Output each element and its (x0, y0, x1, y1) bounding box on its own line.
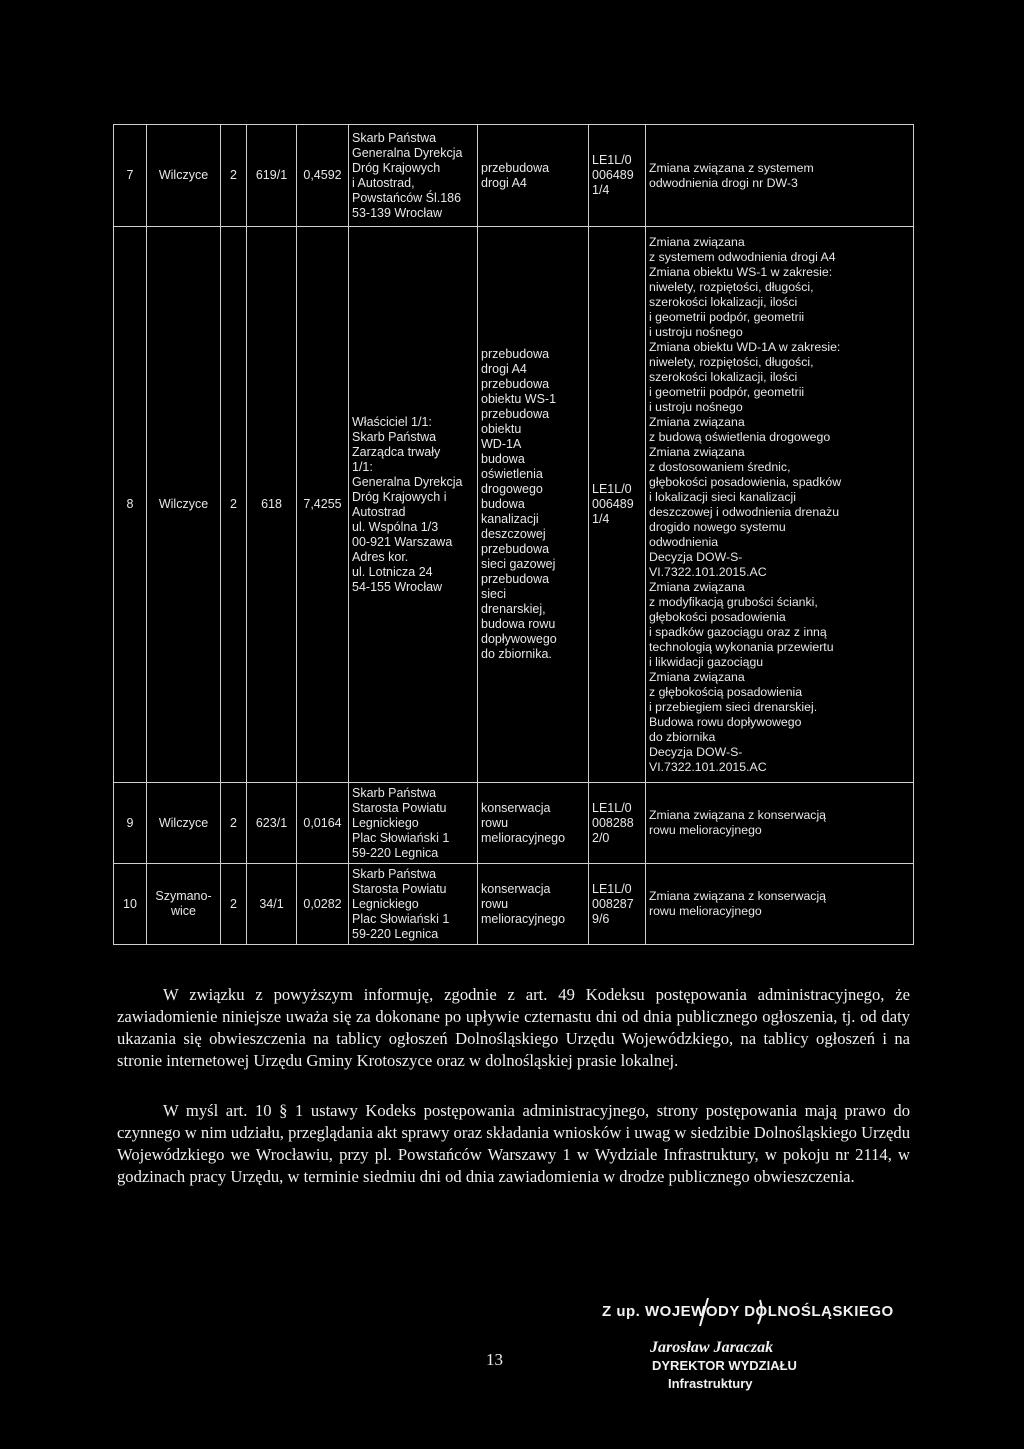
cell-powierzchnia: 0,4592 (297, 125, 349, 227)
cell-arkusz: 2 (221, 125, 247, 227)
cell-cel: przebudowa drogi A4 (478, 125, 589, 227)
cell-powierzchnia: 0,0282 (297, 864, 349, 945)
signature-stamp (600, 1290, 900, 1400)
cell-wlasciciel: Skarb Państwa Starosta Powiatu Legnickiego Plac Słowiański 1 59-220 Legnica (349, 864, 478, 945)
stamp-line-1: Z up. WOJEWODY DOLNOŚLĄSKIEGO (602, 1303, 894, 1320)
table-row (114, 783, 914, 864)
cell-mapa: LE1L/0 006489 1/4 (589, 125, 646, 227)
cell-dzialka: 619/1 (247, 125, 297, 227)
stamp-line-3: DYREKTOR WYDZIAŁU (652, 1358, 797, 1373)
cell-arkusz: 2 (221, 227, 247, 783)
cell-cel: przebudowa drogi A4 przebudowa obiektu WS-1 przebudowa obiektu WD-1A budowa oświetlenia drogowego budowa kanalizacji deszczowej przebudowa sieci gazowej przebudowa sieci drenarskiej, budowa rowu dopływowego do zbiornika. (478, 227, 589, 783)
cell-cel: konserwacja rowu melioracyjnego (478, 864, 589, 945)
cell-nr: 7 (114, 125, 147, 227)
cell-cel: konserwacja rowu melioracyjnego (478, 783, 589, 864)
table-row (114, 227, 914, 783)
cell-mapa: LE1L/0 006489 1/4 (589, 227, 646, 783)
cell-powierzchnia: 0,0164 (297, 783, 349, 864)
cell-arkusz: 2 (221, 783, 247, 864)
cell-dzialka: 618 (247, 227, 297, 783)
cell-mapa: LE1L/0 008288 2/0 (589, 783, 646, 864)
parcels-table (113, 124, 914, 945)
cell-uwagi: Zmiana związana z konserwacją rowu melioracyjnego (646, 864, 914, 945)
cell-uwagi: Zmiana związana z systemem odwodnienia drogi A4 Zmiana obiektu WS-1 w zakresie: niwelety, rozpiętości, długości, szerokości lokalizacji, ilości i geometrii podpór, geometrii i ustroju nośnego Zmiana obiektu WD-1A w zakresie: niwelety, rozpiętości, długości, szerokości lokalizacji, ilości i geometrii podpór, geometrii i ustroju nośnego Zmiana związana z budową oświetlenia drogowego Zmiana związana z dostosowaniem średnic, głębokości posadowienia, spadków i lokalizacji sieci kanalizacji deszczowej i odwodnienia drenażu drogido nowego systemu odwodnienia Decyzja DOW-S- VI.7322.101.2015.AC Zmiana związana z modyfikacją grubości ścianki, głębokości posadowienia i spadków gazociągu oraz z inną technologią wykonania przewiertu i likwidacji gazociągu Zmiana związana z głębokością posadowienia i przebiegiem sieci drenarskiej. Budowa rowu dopływowego do zbiornika Decyzja DOW-S- VI.7322.101.2015.AC (646, 227, 914, 783)
cell-obreb: Wilczyce (147, 227, 221, 783)
cell-uwagi: Zmiana związana z konserwacją rowu melioracyjnego (646, 783, 914, 864)
table-row (114, 864, 914, 945)
cell-powierzchnia: 7,4255 (297, 227, 349, 783)
cell-nr: 8 (114, 227, 147, 783)
page-number: 13 (486, 1350, 503, 1369)
cell-uwagi: Zmiana związana z systemem odwodnienia drogi nr DW-3 (646, 125, 914, 227)
cell-dzialka: 623/1 (247, 783, 297, 864)
stamp-line-4: Infrastruktury (668, 1376, 753, 1391)
cell-obreb: Wilczyce (147, 125, 221, 227)
cell-wlasciciel: Właściciel 1/1: Skarb Państwa Zarządca trwały 1/1: Generalna Dyrekcja Dróg Krajowych i Autostrad ul. Wspólna 1/3 00-921 Warszawa Adres kor. ul. Lotnicza 24 54-155 Wrocław (349, 227, 478, 783)
stamp-line-2: Jarosław Jaraczak (650, 1339, 774, 1356)
cell-wlasciciel: Skarb Państwa Generalna Dyrekcja Dróg Krajowych i Autostrad, Powstańców Śl.186 53-139 Wrocław (349, 125, 478, 227)
cell-nr: 9 (114, 783, 147, 864)
cell-nr: 10 (114, 864, 147, 945)
notice-paragraph-1: W związku z powyższym informuję, zgodnie z art. 49 Kodeksu postępowania administracyjnego, że zawiadomienie niniejsze uważa się za dokonane po upływie czternastu dni od dnia publicznego ogłoszenia, tj. od daty ukazania się obwieszczenia na tablicy ogłoszeń Dolnośląskiego Urzędu Wojewódzkiego, na tablicy ogłoszeń i na stronie internetowej Urzędu Gminy Krotoszyce oraz w dolnośląskiej prasie lokalnej. (117, 985, 910, 1070)
notice-paragraph-2: W myśl art. 10 § 1 ustawy Kodeks postępowania administracyjnego, strony postępowania mają prawo do czynnego w nim udziału, przeglądania akt sprawy oraz składania wniosków i uwag w siedzibie Dolnośląskiego Urzędu Wojewódzkiego we Wrocławiu, przy pl. Powstańców Warszawy 1 w Wydziale Infrastruktury, w pokoju nr 2114, w godzinach pracy Urzędu, w terminie siedmiu dni od dnia zawiadomienia w drodze publicznego obwieszczenia. (117, 1101, 910, 1186)
cell-wlasciciel: Skarb Państwa Starosta Powiatu Legnickiego Plac Słowiański 1 59-220 Legnica (349, 783, 478, 864)
cell-mapa: LE1L/0 008287 9/6 (589, 864, 646, 945)
cell-dzialka: 34/1 (247, 864, 297, 945)
table-row (114, 125, 914, 227)
cell-arkusz: 2 (221, 864, 247, 945)
cell-obreb: Szymano- wice (147, 864, 221, 945)
cell-obreb: Wilczyce (147, 783, 221, 864)
